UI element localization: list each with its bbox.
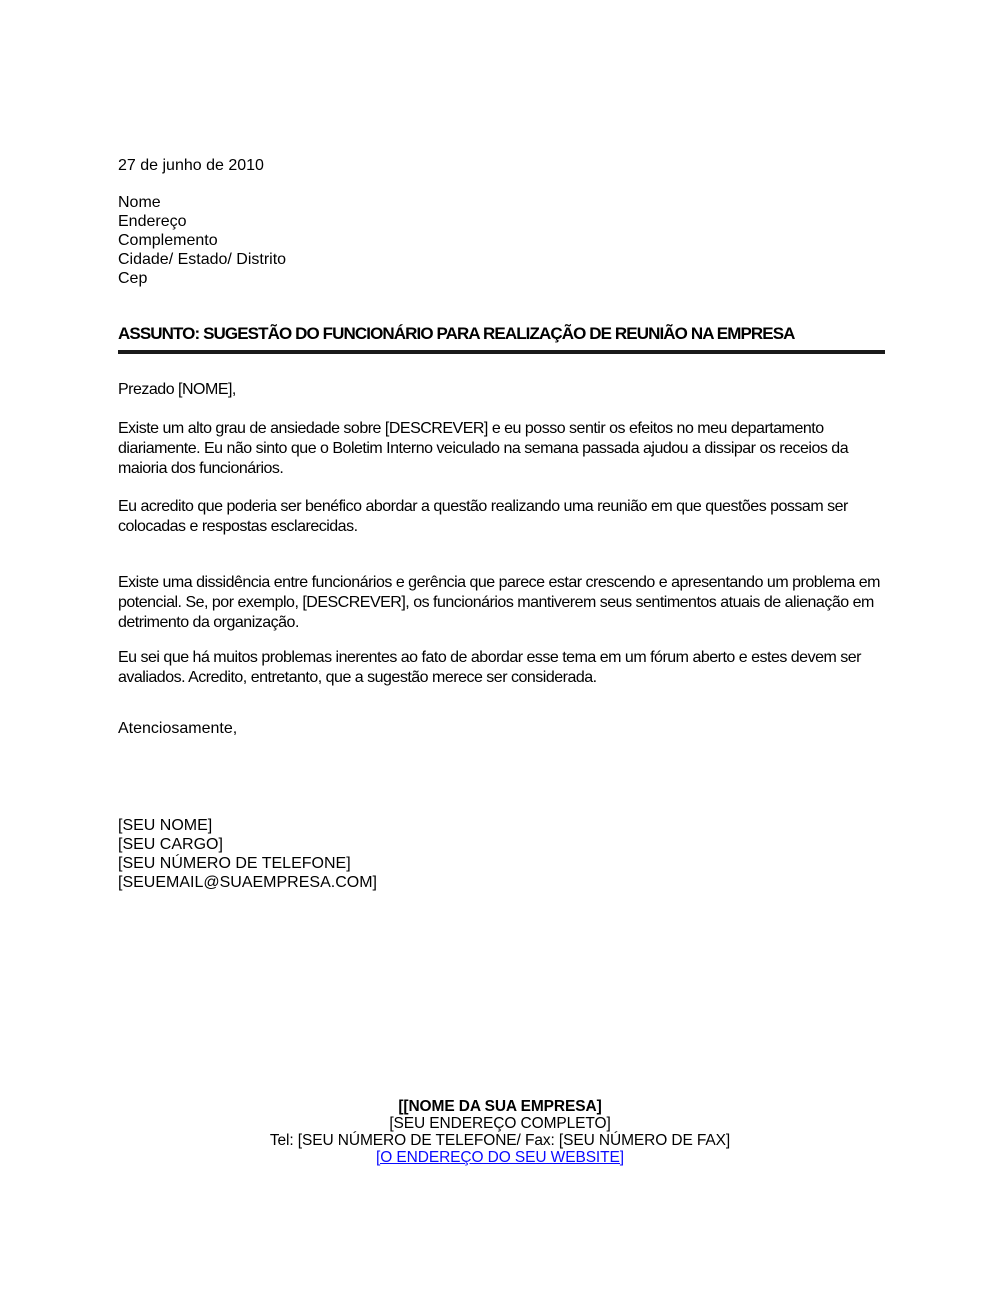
footer-website-link[interactable]: [O ENDEREÇO DO SEU WEBSITE] xyxy=(376,1149,624,1166)
body-paragraph-1: Existe um alto grau de ansiedade sobre [DESCREVER] e eu posso sentir os efeitos no meu departamento diariamente. Eu não sinto que o Boletim Interno veiculado na semana passada ajudou a dissipar os receios da maioria dos funcionários. xyxy=(118,420,849,477)
footer-company-address: [SEU ENDEREÇO COMPLETO] xyxy=(389,1115,611,1132)
footer-company-name: [[NOME DA SUA EMPRESA] xyxy=(398,1098,602,1115)
subject-block xyxy=(118,324,885,354)
closing: Atenciosamente, xyxy=(118,720,238,737)
signature-line-phone: [SEU NÚMERO DE TELEFONE] xyxy=(118,855,351,872)
recipient-line-address: Endereço xyxy=(118,213,187,230)
salutation: Prezado [NOME], xyxy=(118,381,236,398)
body-paragraph-2: Eu acredito que poderia ser benéfico abordar a questão realizando uma reunião em que questões possam ser colocadas e respostas esclarecidas. xyxy=(118,498,848,535)
recipient-line-city-state-district: Cidade/ Estado/ Distrito xyxy=(118,251,287,268)
signature-line-name: [SEU NOME] xyxy=(118,817,213,834)
signature-line-email: [SEUEMAIL@SUAEMPRESA.COM] xyxy=(118,874,377,891)
signature-line-title: [SEU CARGO] xyxy=(118,836,223,853)
footer-tel-fax: Tel: [SEU NÚMERO DE TELEFONE/ Fax: [SEU NÚMERO DE FAX] xyxy=(269,1132,731,1149)
signature-block xyxy=(118,816,885,892)
recipient-line-name: Nome xyxy=(118,194,161,211)
recipient-line-complement: Complemento xyxy=(118,232,218,249)
recipient-line-zip: Cep xyxy=(118,270,148,287)
subject-line: ASSUNTO: SUGESTÃO DO FUNCIONÁRIO PARA REALIZAÇÃO DE REUNIÃO NA EMPRESA xyxy=(118,324,795,343)
body-paragraph-4: Eu sei que há muitos problemas inerentes ao fato de abordar esse tema em um fórum aberto e estes devem ser avaliados. Acredito, entretanto, que a sugestão merece ser considerada. xyxy=(118,649,861,686)
recipient-block xyxy=(118,193,885,288)
letter-date: 27 de junho de 2010 xyxy=(118,157,264,174)
letter-footer xyxy=(0,1098,1000,1166)
body-paragraph-3: Existe uma dissidência entre funcionários e gerência que parece estar crescendo e apresentando um problema em potencial. Se, por exemplo, [DESCREVER], os funcionários mantiverem seus sentimentos atuais de alienação em detrimento da organização. xyxy=(118,574,880,631)
